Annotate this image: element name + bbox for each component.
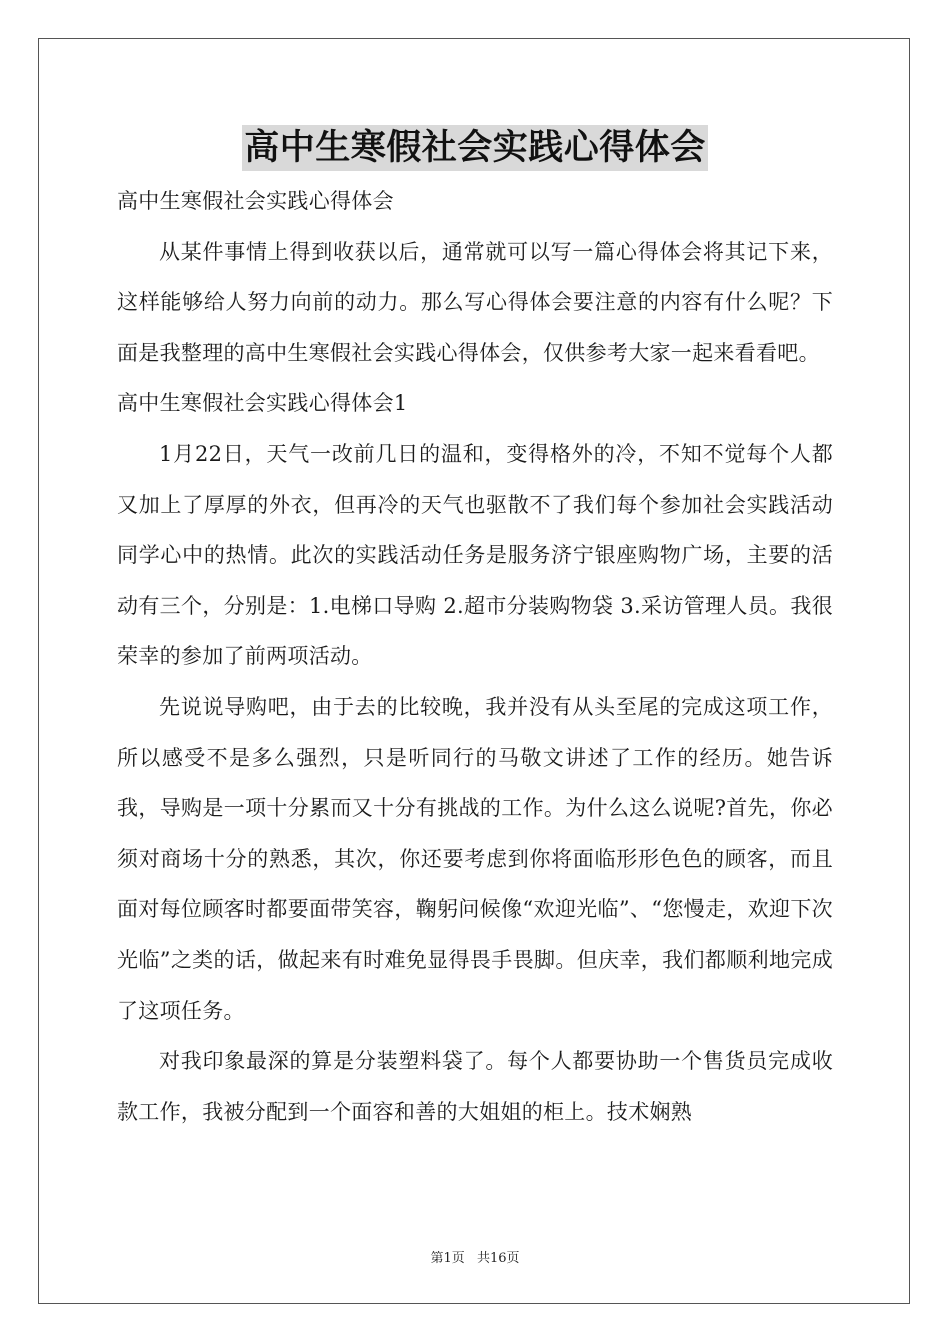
document-body [117, 176, 833, 1137]
body-paragraph-1: 1月22日，天气一改前几日的温和，变得格外的冷，不知不觉每个人都又加上了厚厚的外衣，但再冷的天气也驱散不了我们每个参加社会实践活动同学心中的热情。此次的实践活动任务是服务济宁银座购物广场，主要的活动有三个，分别是：1.电梯口导购 2.超市分装购物袋 3.采访管理人员。我很荣幸的参加了前两项活动。 [117, 441, 833, 669]
page-total: 共16页 [476, 1251, 520, 1266]
body-paragraph-2: 先说说导购吧，由于去的比较晚，我并没有从头至尾的完成这项工作，所以感受不是多么强烈，只是听同行的马敬文讲述了工作的经历。她告诉我，导购是一项十分累而又十分有挑战的工作。为什么这么说呢?首先，你必须对商场十分的熟悉，其次，你还要考虑到你将面临形形色色的顾客，而且面对每位顾客时都要面带笑容，鞠躬问候像“欢迎光临”、“您慢走，欢迎下次光临”之类的话，做起来有时难免显得畏手畏脚。但庆幸，我们都顺利地完成了这项任务。 [117, 694, 833, 1023]
title-container [0, 125, 950, 171]
subtitle-line: 高中生寒假社会实践心得体会 [117, 189, 394, 213]
body-paragraph-3: 对我印象最深的算是分装塑料袋了。每个人都要协助一个售货员完成收款工作，我被分配到一个面容和善的大姐姐的柜上。技术娴熟 [117, 1049, 833, 1124]
intro-paragraph: 从某件事情上得到收获以后，通常就可以写一篇心得体会将其记下来，这样能够给人努力向前的动力。那么写心得体会要注意的内容有什么呢？下面是我整理的高中生寒假社会实践心得体会，仅供参考大家一起来看看吧。 [117, 239, 833, 365]
page-footer [0, 1247, 950, 1266]
page-number: 第1页 [430, 1251, 465, 1266]
section-heading: 高中生寒假社会实践心得体会1 [117, 391, 408, 416]
document-title: 高中生寒假社会实践心得体会 [242, 125, 708, 171]
